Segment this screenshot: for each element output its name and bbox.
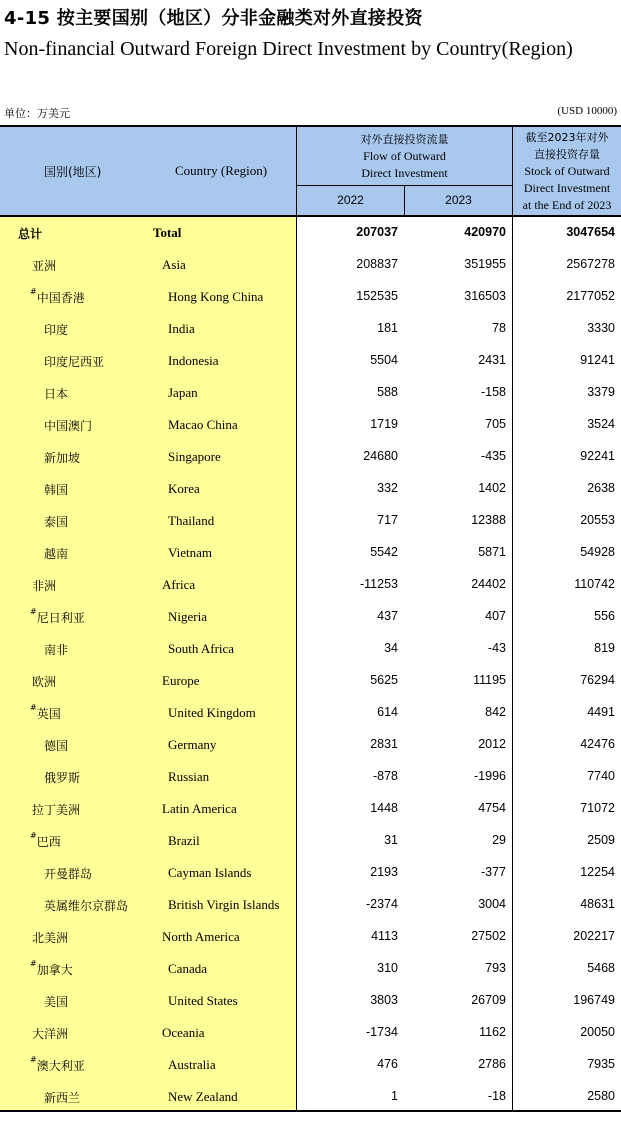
row-country-en: Canada bbox=[168, 961, 207, 976]
row-stock-2023: 20553 bbox=[580, 513, 615, 527]
row-flow-2023: 29 bbox=[492, 833, 506, 847]
row-country-en: Japan bbox=[168, 385, 198, 400]
unit-label-cn: 单位：万美元 bbox=[4, 107, 70, 120]
row-country-cn bbox=[44, 513, 68, 530]
row-stock-2023: 71072 bbox=[580, 801, 615, 815]
row-flow-2022: 2193 bbox=[370, 865, 398, 879]
row-stock-2023: 2509 bbox=[587, 833, 615, 847]
table-row bbox=[0, 761, 621, 793]
row-flow-2022: 717 bbox=[377, 513, 398, 527]
row-flow-2023: -377 bbox=[480, 865, 506, 879]
row-country-cn bbox=[18, 225, 42, 242]
row-country-en: Asia bbox=[162, 257, 186, 272]
row-country-cn bbox=[44, 545, 68, 562]
row-country-en: Total bbox=[153, 225, 182, 240]
row-country-en: Europe bbox=[162, 673, 200, 688]
row-flow-2022: -1734 bbox=[366, 1025, 398, 1039]
row-country-cn-text: 加拿大 bbox=[36, 963, 73, 977]
page-title-cn: 4-15 按主要国别（地区）分非金融类对外直接投资 bbox=[4, 8, 423, 29]
row-country-cn bbox=[44, 1089, 80, 1106]
row-country-cn bbox=[32, 673, 56, 690]
row-stock-2023: 20050 bbox=[580, 1025, 615, 1039]
row-country-en: British Virgin Islands bbox=[168, 897, 280, 912]
row-country-cn-text: 中国香港 bbox=[36, 291, 85, 305]
row-country-cn-text: 印度尼西亚 bbox=[44, 355, 105, 369]
table-row bbox=[0, 217, 621, 249]
row-flow-2022: 5625 bbox=[370, 673, 398, 687]
row-country-cn bbox=[32, 929, 68, 946]
row-flow-2022: 614 bbox=[377, 705, 398, 719]
row-flow-2023: 2786 bbox=[478, 1057, 506, 1071]
row-country-cn-text: 中国澳门 bbox=[44, 419, 93, 433]
row-flow-2022: 437 bbox=[377, 609, 398, 623]
table-row bbox=[0, 313, 621, 345]
row-country-cn bbox=[44, 449, 80, 466]
table-row bbox=[0, 953, 621, 985]
row-country-cn bbox=[32, 577, 56, 594]
row-stock-2023: 92241 bbox=[580, 449, 615, 463]
table-row bbox=[0, 985, 621, 1017]
table-row bbox=[0, 729, 621, 761]
row-stock-2023: 3524 bbox=[587, 417, 615, 431]
table-row bbox=[0, 505, 621, 537]
row-country-cn-text: 日本 bbox=[44, 387, 69, 401]
row-flow-2022: -2374 bbox=[366, 897, 398, 911]
row-flow-2023: 3004 bbox=[478, 897, 506, 911]
table-row bbox=[0, 1081, 621, 1113]
row-country-en: Germany bbox=[168, 737, 217, 752]
row-flow-2023: 2431 bbox=[478, 353, 506, 367]
row-flow-2023: 78 bbox=[492, 321, 506, 335]
row-flow-2023: 12388 bbox=[471, 513, 506, 527]
row-stock-2023: 3047654 bbox=[566, 225, 615, 239]
row-country-en: India bbox=[168, 321, 195, 336]
table-row bbox=[0, 249, 621, 281]
table-row bbox=[0, 601, 621, 633]
row-country-en: New Zealand bbox=[168, 1089, 238, 1104]
row-flow-2022: 5542 bbox=[370, 545, 398, 559]
row-flow-2023: 1162 bbox=[479, 1025, 506, 1039]
table-row bbox=[0, 537, 621, 569]
row-stock-2023: 54928 bbox=[580, 545, 615, 559]
row-country-cn bbox=[44, 353, 104, 370]
row-country-cn-text: 巴西 bbox=[36, 835, 61, 849]
row-country-cn-text: 非洲 bbox=[32, 579, 57, 593]
row-flow-2023: 407 bbox=[485, 609, 506, 623]
table-row bbox=[0, 921, 621, 953]
row-flow-2022: -878 bbox=[372, 769, 398, 783]
row-stock-2023: 91241 bbox=[580, 353, 615, 367]
row-country-cn bbox=[44, 641, 68, 658]
row-stock-2023: 2177052 bbox=[566, 289, 615, 303]
row-stock-2023: 2580 bbox=[587, 1089, 615, 1103]
row-country-cn-text: 俄罗斯 bbox=[44, 771, 81, 785]
row-country-cn bbox=[44, 993, 68, 1010]
table-bottom-rule bbox=[0, 1110, 621, 1112]
table-row bbox=[0, 1017, 621, 1049]
table-row bbox=[0, 825, 621, 857]
table-row bbox=[0, 665, 621, 697]
row-country-en: Thailand bbox=[168, 513, 215, 528]
row-country-en: Vietnam bbox=[168, 545, 212, 560]
row-flow-2022: 152535 bbox=[356, 289, 398, 303]
row-country-en: Cayman Islands bbox=[168, 865, 252, 880]
row-country-cn bbox=[30, 833, 61, 850]
row-flow-2022: 310 bbox=[377, 961, 398, 975]
row-country-cn-text: 北美洲 bbox=[32, 931, 69, 945]
header-stock-cn-1: 截至2023年对外 bbox=[525, 130, 609, 144]
row-flow-2023: -43 bbox=[487, 641, 506, 655]
row-country-cn-text: 亚洲 bbox=[32, 259, 57, 273]
row-stock-2023: 819 bbox=[594, 641, 615, 655]
row-country-en: Singapore bbox=[168, 449, 221, 464]
row-flow-2023: 27502 bbox=[471, 929, 506, 943]
row-country-en: Korea bbox=[168, 481, 200, 496]
table-row bbox=[0, 345, 621, 377]
row-country-en: Australia bbox=[168, 1057, 216, 1072]
row-country-en: Russian bbox=[168, 769, 210, 784]
row-stock-2023: 2567278 bbox=[566, 257, 615, 271]
row-country-en: Nigeria bbox=[168, 609, 207, 624]
row-note-mark: # bbox=[30, 959, 37, 968]
row-note-mark: # bbox=[30, 831, 37, 840]
row-flow-2022: 1448 bbox=[370, 801, 398, 815]
row-flow-2022: 31 bbox=[384, 833, 398, 847]
row-country-cn bbox=[44, 769, 80, 786]
table-row bbox=[0, 377, 621, 409]
row-flow-2023: 793 bbox=[485, 961, 506, 975]
row-country-cn-text: 总计 bbox=[18, 227, 43, 241]
row-flow-2022: 181 bbox=[377, 321, 398, 335]
header-flow-cell bbox=[297, 127, 512, 185]
row-flow-2023: 11195 bbox=[473, 673, 506, 687]
row-country-cn-text: 韩国 bbox=[44, 483, 69, 497]
row-country-cn bbox=[30, 289, 85, 306]
row-country-en: Oceania bbox=[162, 1025, 205, 1040]
row-country-en: North America bbox=[162, 929, 240, 944]
table-row bbox=[0, 633, 621, 665]
header-divider-1 bbox=[296, 127, 297, 215]
row-country-cn bbox=[44, 417, 92, 434]
row-stock-2023: 196749 bbox=[573, 993, 615, 1007]
table-row bbox=[0, 1049, 621, 1081]
row-flow-2023: -158 bbox=[480, 385, 506, 399]
header-stock-en-1: Stock of Outward bbox=[524, 163, 610, 178]
row-stock-2023: 4491 bbox=[587, 705, 615, 719]
row-flow-2022: -11253 bbox=[360, 577, 398, 591]
header-country-cn: 国别(地区) bbox=[44, 165, 102, 179]
row-country-cn bbox=[30, 609, 85, 626]
row-country-cn-text: 拉丁美洲 bbox=[32, 803, 81, 817]
row-stock-2023: 5468 bbox=[587, 961, 615, 975]
row-country-en: Macao China bbox=[168, 417, 238, 432]
row-country-cn bbox=[44, 385, 68, 402]
row-stock-2023: 48631 bbox=[580, 897, 615, 911]
row-stock-2023: 556 bbox=[594, 609, 615, 623]
header-country-en: Country (Region) bbox=[175, 163, 268, 178]
row-flow-2023: 26709 bbox=[471, 993, 506, 1007]
row-note-mark: # bbox=[30, 607, 37, 616]
row-stock-2023: 202217 bbox=[573, 929, 615, 943]
table-row bbox=[0, 441, 621, 473]
row-flow-2023: 351955 bbox=[464, 257, 506, 271]
row-country-cn bbox=[44, 481, 68, 498]
row-country-cn bbox=[44, 737, 68, 754]
row-flow-2022: 208837 bbox=[356, 257, 398, 271]
row-country-en: Latin America bbox=[162, 801, 237, 816]
row-country-cn bbox=[32, 1025, 68, 1042]
row-flow-2023: -18 bbox=[487, 1089, 506, 1103]
row-country-cn bbox=[30, 705, 61, 722]
row-flow-2022: 24680 bbox=[363, 449, 398, 463]
row-country-cn-text: 泰国 bbox=[44, 515, 69, 529]
row-country-cn-text: 尼日利亚 bbox=[36, 611, 85, 625]
row-stock-2023: 7935 bbox=[587, 1057, 615, 1071]
row-flow-2022: 207037 bbox=[356, 225, 398, 239]
row-country-en: South Africa bbox=[168, 641, 235, 656]
table-row bbox=[0, 697, 621, 729]
row-flow-2023: 4754 bbox=[478, 801, 506, 815]
row-flow-2023: 420970 bbox=[464, 225, 506, 239]
table-row bbox=[0, 281, 621, 313]
table-row bbox=[0, 857, 621, 889]
row-stock-2023: 76294 bbox=[580, 673, 615, 687]
row-flow-2023: 1402 bbox=[478, 481, 506, 495]
row-country-cn bbox=[32, 801, 80, 818]
row-flow-2023: 316503 bbox=[464, 289, 506, 303]
row-flow-2022: 4113 bbox=[371, 929, 398, 943]
table-row bbox=[0, 889, 621, 921]
header-flow-en-1: Flow of Outward bbox=[363, 148, 446, 163]
row-stock-2023: 3379 bbox=[587, 385, 615, 399]
row-country-cn bbox=[44, 865, 92, 882]
row-flow-2022: 476 bbox=[377, 1057, 398, 1071]
header-year-2022: 2022 bbox=[297, 186, 404, 215]
row-flow-2023: 842 bbox=[485, 705, 506, 719]
row-flow-2022: 34 bbox=[384, 641, 398, 655]
table-row bbox=[0, 569, 621, 601]
row-country-cn-text: 德国 bbox=[44, 739, 69, 753]
header-stock-cn-2: 直接投资存量 bbox=[534, 147, 600, 161]
row-flow-2023: 2012 bbox=[478, 737, 506, 751]
row-country-cn-text: 澳大利亚 bbox=[36, 1059, 85, 1073]
row-flow-2022: 2831 bbox=[370, 737, 398, 751]
row-stock-2023: 3330 bbox=[587, 321, 615, 335]
header-year-2023: 2023 bbox=[405, 186, 512, 215]
header-flow-en-2: Direct Investment bbox=[361, 165, 448, 180]
row-flow-2022: 332 bbox=[377, 481, 398, 495]
row-country-en: Brazil bbox=[168, 833, 200, 848]
row-country-cn-text: 新加坡 bbox=[44, 451, 81, 465]
row-flow-2023: -1996 bbox=[474, 769, 506, 783]
row-stock-2023: 42476 bbox=[580, 737, 615, 751]
row-country-cn-text: 大洋洲 bbox=[32, 1027, 69, 1041]
row-flow-2022: 5504 bbox=[370, 353, 398, 367]
row-country-cn bbox=[30, 1057, 85, 1074]
row-flow-2023: 705 bbox=[485, 417, 506, 431]
header-stock-cell bbox=[513, 127, 621, 215]
header-divider-2 bbox=[512, 127, 513, 215]
row-flow-2023: 5871 bbox=[478, 545, 506, 559]
header-stock-en-2: Direct Investment bbox=[523, 180, 611, 195]
row-country-cn-text: 越南 bbox=[44, 547, 69, 561]
row-note-mark: # bbox=[30, 287, 37, 296]
header-flow-cn: 对外直接投资流量 bbox=[360, 132, 449, 146]
row-country-cn-text: 美国 bbox=[44, 995, 69, 1009]
row-flow-2022: 3803 bbox=[370, 993, 398, 1007]
row-flow-2023: -435 bbox=[480, 449, 506, 463]
row-stock-2023: 2638 bbox=[587, 481, 615, 495]
row-stock-2023: 110742 bbox=[574, 577, 615, 591]
row-country-cn-text: 欧洲 bbox=[32, 675, 57, 689]
row-country-cn-text: 英国 bbox=[36, 707, 61, 721]
row-country-en: United States bbox=[168, 993, 238, 1008]
table-row bbox=[0, 409, 621, 441]
row-country-en: Hong Kong China bbox=[168, 289, 264, 304]
row-flow-2022: 1 bbox=[391, 1089, 398, 1103]
row-country-cn-text: 印度 bbox=[44, 323, 69, 337]
table-row bbox=[0, 793, 621, 825]
unit-label-en: (USD 10000) bbox=[557, 105, 617, 117]
row-country-cn-text: 开曼群岛 bbox=[44, 867, 93, 881]
row-stock-2023: 7740 bbox=[587, 769, 615, 783]
row-country-cn bbox=[32, 257, 56, 274]
row-flow-2022: 1719 bbox=[370, 417, 398, 431]
row-note-mark: # bbox=[30, 1055, 37, 1064]
row-country-en: Africa bbox=[162, 577, 196, 592]
header-stock-en-3: at the End of 2023 bbox=[522, 197, 612, 212]
table-row bbox=[0, 473, 621, 505]
row-country-en: Indonesia bbox=[168, 353, 219, 368]
row-country-cn bbox=[44, 897, 128, 914]
page-title-en: Non-financial Outward Foreign Direct Investment by Country(Region) bbox=[4, 38, 573, 60]
row-flow-2023: 24402 bbox=[471, 577, 506, 591]
row-country-cn-text: 新西兰 bbox=[44, 1091, 81, 1105]
row-flow-2022: 588 bbox=[377, 385, 398, 399]
row-country-cn-text: 英属维尔京群岛 bbox=[44, 899, 129, 913]
row-country-cn-text: 南非 bbox=[44, 643, 69, 657]
row-stock-2023: 12254 bbox=[580, 865, 615, 879]
row-country-en: United Kingdom bbox=[168, 705, 256, 720]
row-country-cn bbox=[30, 961, 73, 978]
row-note-mark: # bbox=[30, 703, 37, 712]
row-country-cn bbox=[44, 321, 68, 338]
